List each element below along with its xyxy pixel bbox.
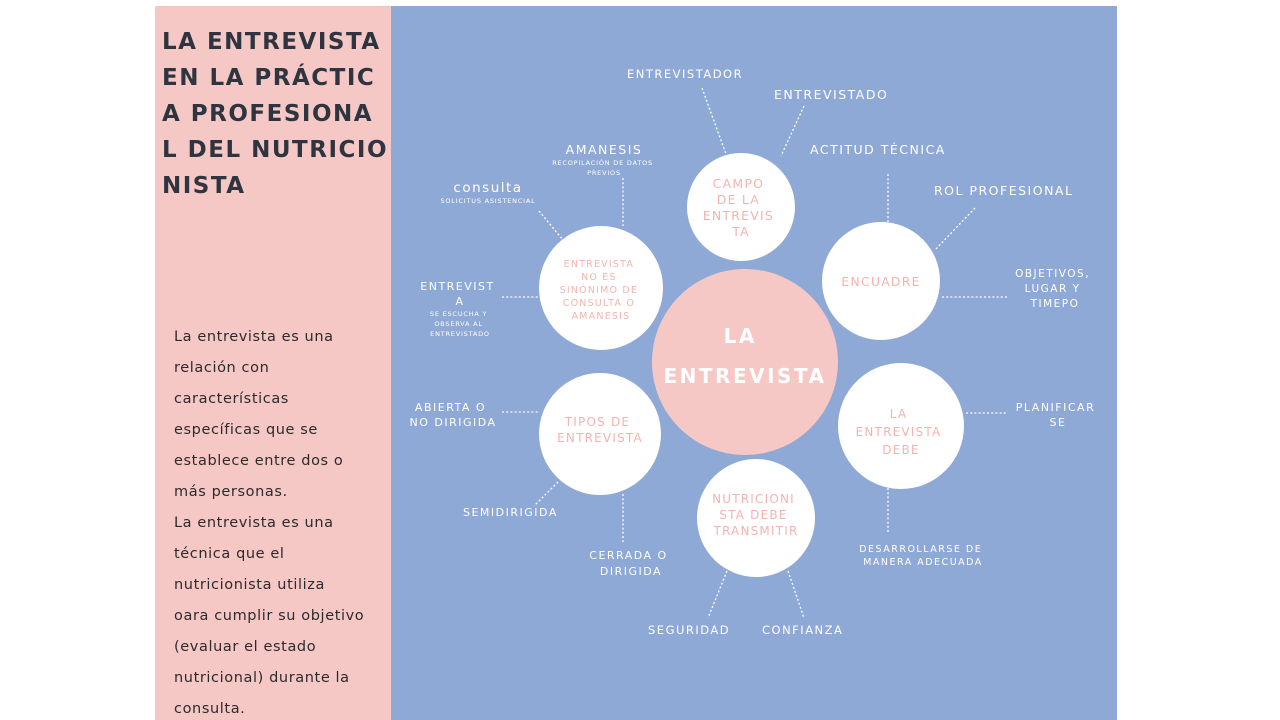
description-line: nutricionista utiliza [174,577,325,593]
label-consulta-sub: SOLICITUS ASISTENCIAL [440,197,536,205]
description-line: relación con [174,360,270,376]
label-entrevista-side-sub [430,310,490,338]
label-amanesis-sub-line: RECOPILACIÓN DE DATOS [552,159,653,167]
connector-entrevistado [781,106,804,156]
description-line: características [174,391,289,407]
page-title: LA ENTREVISTA EN LA PRÁCTICA PROFESIONAL DEL NUTRICIONISTA [162,29,389,199]
label-objetivos-line: LUGAR Y [1024,283,1081,295]
node-no-sinonimo-line: SINÓNIMO DE [559,285,639,296]
label-planificar [1016,401,1100,429]
node-no-sinonimo-line: ENTREVISTA [563,259,635,270]
label-entrevista-side-sub-line: OBSERVA AL [434,320,483,328]
node-campo [687,153,795,261]
node-campo-line: DE LA [716,192,761,207]
node-campo-line: ENTREVIS [702,208,775,223]
connector-confianza [788,571,804,618]
node-encuadre [822,222,940,340]
label-entrevista-side [420,280,499,308]
node-transmitir-line: STA DEBE [719,508,788,522]
node-tipos-line: TIPOS DE [564,415,631,429]
label-abierta [409,401,496,429]
label-entrevista-side-sub-line: SE ESCUCHA Y [429,310,488,318]
node-transmitir-line: TRANSMITIR [713,524,799,538]
connector-seguridad [708,571,727,618]
description-line: oara cumplir su objetivo [174,608,365,624]
node-tipos [539,373,661,495]
description-text [174,322,386,720]
label-semidirigida: SEMIDIRIGIDA [463,506,558,519]
node-debe-line: LA [889,407,908,421]
center-line: LA [723,324,757,348]
node-campo-line: CAMPO [712,176,765,191]
label-seguridad: SEGURIDAD [648,623,731,637]
node-no-sinonimo-line: CONSULTA O [562,298,636,309]
label-amanesis: AMANESIS [565,142,643,157]
label-actitud-tecnica: ACTITUD TÉCNICA [810,142,946,157]
label-amanesis-sub [552,158,656,177]
label-cerrada-line: DIRIGIDA [599,565,663,578]
label-amanesis-sub-line: PREVIOS [587,169,621,177]
node-no-sinonimo [539,226,663,350]
label-cerrada [589,549,672,578]
connector-semidirigida [534,482,558,506]
svg-text:ENTREVISTA NO ES [560,259,643,322]
label-entrevistado: ENTREVISTADO [774,87,889,102]
description-line: más personas. [174,484,288,500]
label-consulta: consulta [453,180,523,196]
connector-rol-profesional [935,208,975,250]
node-no-sinonimo-line: NO ES [581,272,617,283]
node-center-la-entrevista [652,269,838,455]
label-objetivos [1015,268,1095,310]
node-campo-line: TA [732,224,750,239]
concept-map-svg [391,6,1117,720]
svg-text:NUTRICIONI STA DEBE [712,492,800,538]
description-line: establece entre dos o [174,453,344,469]
concept-diagram [391,6,1117,720]
svg-text:ENCUADRE [841,274,921,289]
node-debe-line: ENTREVISTA [855,425,942,439]
label-desarrollarse-line: MANERA ADECUADA [863,557,983,568]
label-entrevista-side-line: ENTREVIST [420,280,495,293]
left-panel [155,6,391,720]
description-line: nutricional) durante la [174,670,350,686]
label-confianza: CONFIANZA [762,623,844,637]
label-desarrollarse [859,544,987,568]
description-line: técnica que el [174,546,285,562]
label-abierta-line: NO DIRIGIDA [409,416,497,429]
node-debe-line: DEBE [882,443,920,457]
label-planificar-line: PLANIFICAR [1015,401,1096,414]
node-encuadre-line: ENCUADRE [841,274,921,289]
node-debe [838,363,964,489]
label-objetivos-line: OBJETIVOS, [1015,268,1091,280]
node-transmitir [697,459,815,577]
label-entrevistador: ENTREVISTADOR [627,67,744,81]
node-transmitir-line: NUTRICIONI [712,492,795,506]
description-line: consulta. [174,701,246,717]
node-no-sinonimo-line: AMANESIS [571,311,631,322]
node-tipos-line: ENTREVISTA [557,431,643,445]
label-cerrada-line: CERRADA O [589,549,668,562]
label-objetivos-line: TIMEPO [1030,298,1080,310]
connector-consulta [539,211,563,240]
label-planificar-line: SE [1049,416,1067,429]
label-desarrollarse-line: DESARROLLARSE DE [859,544,983,555]
label-entrevista-side-line: A [455,295,465,308]
label-rol-profesional: ROL PROFESIONAL [934,183,1074,198]
description-line: (evaluar el estado [174,639,317,655]
label-entrevista-side-sub-line: ENTREVISTADO [430,330,490,338]
description-line: La entrevista es una [174,515,334,531]
connector-entrevistador [702,88,726,154]
description-line: La entrevista es una [174,329,334,345]
label-abierta-line: ABIERTA O [414,401,487,414]
center-line: ENTREVISTA [663,364,827,388]
description-line: específicas que se [174,422,318,438]
